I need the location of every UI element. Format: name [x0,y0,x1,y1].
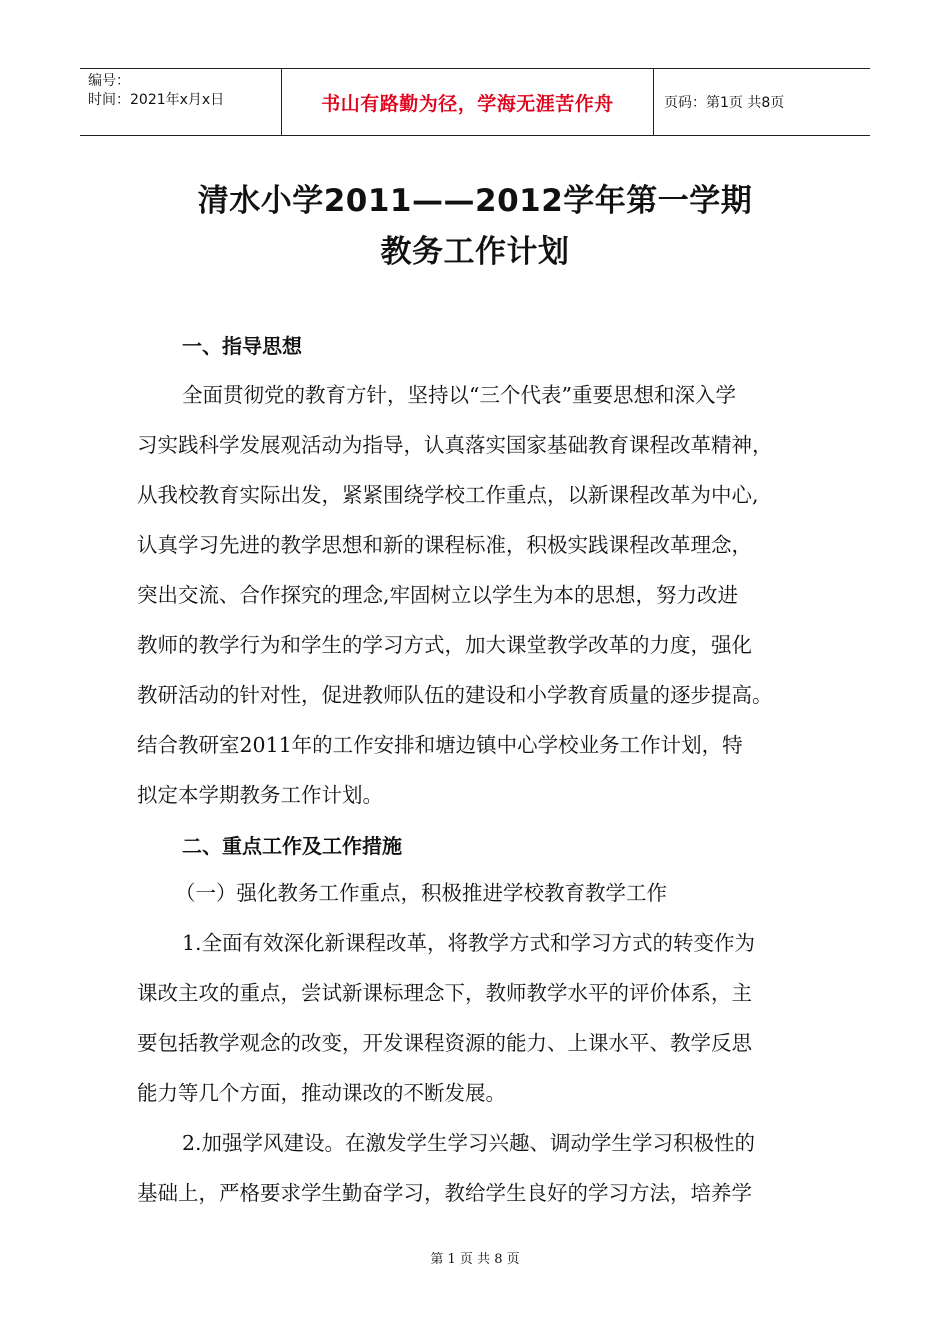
body-line: 拟定本学期教务工作计划。 [137,783,383,807]
body-line: 认真学习先进的教学思想和新的课程标准，积极实践课程改革理念， [137,533,752,557]
body-line: 1.全面有效深化新课程改革，将教学方式和学习方式的转变作为 [182,931,756,955]
document-title-line2: 教务工作计划 [380,234,570,270]
body-line: 从我校教育实际出发，紧紧围绕学校工作重点，以新课程改革为中心, [137,483,759,507]
number-label: 编号： [88,73,130,89]
document-title-line1: 清水小学2011——2012学年第一学期 [197,183,753,219]
header-motto: 书山有路勤为径，学海无涯苦作舟 [282,69,654,135]
body-line: 要包括教学观念的改变，开发课程资源的能力、上课水平、教学反思 [137,1031,752,1055]
body-line: 全面贯彻党的教育方针，坚持以“三个代表”重要思想和深入学 [182,383,736,407]
header-page-info: 页码：第1页 共8页 [664,95,785,111]
body-line: 结合教研室2011年的工作安排和塘边镇中心学校业务工作计划，特 [137,733,743,757]
header-meta [80,69,282,135]
body-line: 教师的教学行为和学生的学习方式，加大课堂教学改革的力度，强化 [137,633,752,657]
body-line: 基础上，严格要求学生勤奋学习，教给学生良好的学习方法，培养学 [137,1181,752,1205]
body-line: 教研活动的针对性，促进教师队伍的建设和小学教育质量的逐步提高。 [137,683,773,707]
body-line: 2.加强学风建设。在激发学生学习兴趣、调动学生学习积极性的 [182,1131,756,1155]
section2-subheading: （一）强化教务工作重点，积极推进学校教育教学工作 [175,881,667,905]
section1-heading: 一、指导思想 [182,334,302,358]
body-line: 课改主攻的重点，尝试新课标理念下，教师教学水平的评价体系，主 [137,981,752,1005]
section2-heading: 二、重点工作及工作措施 [182,834,402,858]
time-label: 时间：2021年x月x日 [88,92,225,108]
body-line: 习实践科学发展观活动为指导，认真落实国家基础教育课程改革精神， [137,433,773,457]
body-line: 能力等几个方面，推动课改的不断发展。 [137,1081,506,1105]
body-line: 突出交流、合作探究的理念,牢固树立以学生为本的思想，努力改进 [137,583,739,607]
page-footer: 第 1 页 共 8 页 [430,1252,520,1267]
header-table [80,68,870,136]
